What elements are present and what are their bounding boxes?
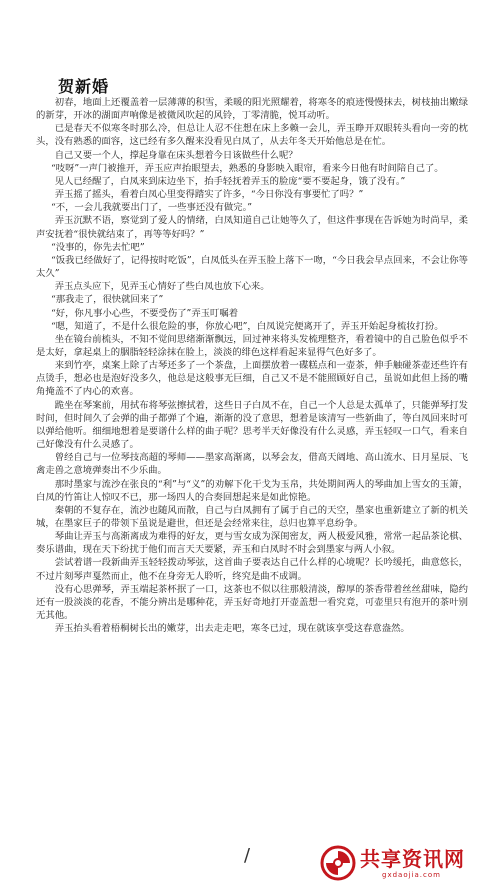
body-paragraph: “嗯，知道了，不是什么很危险的事，你放心吧”，白凤说完便离开了，弄玉开始起身梳妆打扮。 [50,320,444,332]
body-paragraph: 初春，地面上还覆盖着一层薄薄的积雪，柔暖的阳光照耀着，将寒冬的痕迹慢慢抹去，树枝抽出嫩绿的新芽，开冰的湖面声响像是被微风吹起的风铃，丁零清脆，悦耳动听。 [36,97,468,122]
site-watermark[interactable] [320,843,490,883]
body-paragraph: “好，你凡事小心些，不要受伤了”弄玉叮嘱着 [50,307,239,319]
body-paragraph: “饭我已经做好了，记得按时吃饭”，白凤低头在弄玉脸上落下一吻，“今日我会早点回来，不会让你等太久” [36,254,468,280]
document-title: 贺新婚 [58,77,110,96]
body-paragraph: 跪坐在琴案前，用拭布将琴弦擦拭着，这些日子白凤不在，自己一个人总是太孤单了，只能弹琴打发时间，但时间久了会弹的曲子都弹了个遍，渐渐的没了意思，想着是该清写一些新曲了，等白凤回来时可以弹给他听。细细地想着是要谱什么样的曲子呢？思考半天好像没有什么灵感，弄玉轻叹一口气，看来自己好像没有什么灵感了。 [36,399,468,451]
body-paragraph: 来到竹亭，桌案上除了古琴还多了一个茶盘，上面摆放着一碟糕点和一壶茶，伸手触碰茶壶还些许有点烫手，想必也是泡好没多久，他总是这般事无巨细，自己又不是不能照顾好自己，虽说如此但上扬的嘴角掩盖不了内心的欢喜。 [36,360,468,398]
body-paragraph: 尝试着谱一段新曲弄玉轻轻拨动琴弦，这首曲子要表达自己什么样的心境呢？长吟缓托，曲意悠长，不过片刻琴声戛然而止，他不在身旁无人聆听，终究是曲不成调。 [36,557,468,582]
body-paragraph: 曾经自己与一位琴技高超的琴师——墨家高渐离，以琴会友，借高天阔地、高山流水、日月星辰、飞禽走兽之意境弹奏出不少乐曲。 [36,452,468,477]
body-paragraph: 弄玉沉默不语，察觉到了爱人的情绪，白凤知道自己让她等久了，但这件事现在告诉她为时尚早，柔声安抚着“很快就结束了，再等等好吗？” [36,215,468,240]
document-body [36,96,468,635]
body-paragraph: 弄玉点头应下，见弄玉心情好了些白凤也放下心来。 [54,281,270,293]
watermark-url: gxdaojia.com [382,871,441,879]
site-logo-icon [320,845,356,881]
body-paragraph: 自己又要一个人，撑起身靠在床头想着今日该做些什么呢？ [54,149,298,161]
body-paragraph: 弄玉摇了摇头，看着白凤心里变得踏实了许多，“今日你没有事要忙了吗？” [54,189,364,201]
body-paragraph: 琴曲让弄玉与高渐离成为难得的好友，更与雪女成为深闺密友，两人极爱风雅，常常一起品茶论棋、奏乐谱曲，现在天下纷扰于他们而言天天要紧，弄玉和白凤时不时会到墨家与两人小叙。 [36,531,468,556]
body-paragraph: “那我走了，很快就回来了” [50,294,164,306]
body-paragraph: 见人已经醒了，白凤来到床边坐下，抬手轻抚着弄玉的脸庞“要不要起身，饿了没有。” [54,175,406,187]
body-paragraph: 弄玉抬头看着梧桐树长出的嫩芽，出去走走吧，寒冬已过，现在就该享受这春意盎然。 [54,623,410,635]
body-paragraph: “吱呀”一声门被推开，弄玉应声抬眼望去，熟悉的身影映入眼帘，看来今日他有时间陪自己了。 [50,162,444,174]
body-paragraph: 秦朝的不复存在，流沙也随风而散，自己与白凤拥有了属于自己的天空，墨家也重新建立了新的机关城，在墨家巨子的带领下虽说是避世，但还是会经常来往，总归也算平息纷争。 [36,504,468,529]
body-paragraph: 坐在镜台前梳头，不知不觉间思绪渐渐飘远，回过神来将头发梳理整齐，看着镜中的自己脸色似乎不是太好，拿起桌上的胭脂轻轻涂抹在脸上，淡淡的绯色这样看起来显得气色好多了。 [36,333,468,358]
body-paragraph: 那时墨家与流沙在张良的“利”与“义”的劝解下化干戈为玉帛，共处期间两人的琴曲加上雪女的玉箫，白凤的竹笛让人惊叹不已，那一场四人的合奏回想起来是如此惊艳。 [36,478,468,503]
body-paragraph: “没事的，你先去忙吧” [50,241,145,253]
body-paragraph: 没有心思弹琴，弄玉端起茶杯抿了一口，这茶也不似以往那般清淡，醇厚的茶香带着丝丝甜味，隐约还有一股淡淡的花香，不能分辨出是哪种花，弄玉好奇地打开壶盖想一看究竟，可壶里只有泡开的茶叶别无其他。 [36,583,468,622]
body-paragraph: 已是春天不似寒冬时那么冷，但总让人忍不住想在床上多赖一会儿，弄玉睁开双眼转头看向一旁的枕头，没有熟悉的面容，这已经有多久醒来没看见白凤了，从去年冬天开始他总是在忙。 [36,123,468,148]
watermark-text: 共享资讯网 [360,847,465,871]
page-mark: / [244,845,251,866]
body-paragraph: “不，一会儿我就要出门了，一些事还没有做完。” [50,202,253,214]
